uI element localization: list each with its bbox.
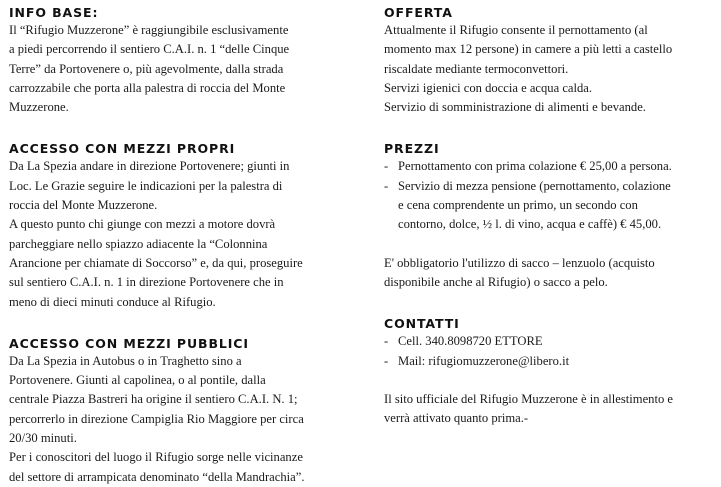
mezzi-pubblici-line: Da La Spezia in Autobus o in Traghetto sino a (9, 353, 242, 368)
right-column (384, 0, 716, 428)
price-item-text: Servizio di mezza pensione (pernottamento, colazione (398, 178, 671, 193)
bullet-dash: - (384, 353, 389, 368)
left-column (9, 0, 369, 487)
mezzi-pubblici-section (9, 331, 369, 487)
bullet-dash: - (384, 178, 389, 193)
mezzi-pubblici-line: centrale Piazza Bastreri ha origine il sentiero C.A.I. N. 1; (9, 392, 298, 407)
bullet-dash: - (384, 159, 389, 174)
offerta-line: Attualmente il Rifugio consente il pernottamento (al (384, 23, 648, 37)
offerta-line: momento max 12 persone) in camere a più letti a castello (384, 42, 673, 57)
price-item (384, 157, 716, 176)
mezzi-pubblici-heading: ACCESSO CON MEZZI PUBBLICI (9, 335, 249, 351)
info-base-line: Il “Rifugio Muzzerone” è raggiungibile esclusivamente (9, 23, 289, 37)
contatti-section (384, 311, 716, 428)
mezzi-propri-line: parcheggiare nello spiazzo adiacente la “Colonnina (9, 236, 268, 251)
mezzi-propri-line: sul sentiero C.A.I. n. 1 in direzione Portovenere che in (9, 275, 284, 290)
prezzi-note-line: E' obbligatorio l'utilizzo di sacco – lenzuolo (acquisto (384, 255, 655, 270)
info-base-line: carrozzabile che porta alla palestra di roccia del Monte (9, 80, 286, 95)
section-spacer (9, 117, 369, 136)
mezzi-pubblici-line: percorrerlo in direzione Campiglia Rio Maggiore per circa (9, 411, 304, 426)
prezzi-note-line: disponibile anche al Rifugio) o sacco a pelo. (384, 274, 608, 289)
price-item-text: Pernottamento con prima colazione € 25,00 a persona. (398, 159, 672, 174)
contatti-closing-line: Il sito ufficiale del Rifugio Muzzerone è in allestimento e (384, 391, 673, 406)
info-base-line: a piedi percorrendo il sentiero C.A.I. n. 1 “delle Cinque (9, 42, 290, 57)
mezzi-propri-line: Arancione per chiamate di Soccorso” e, da qui, proseguire (9, 255, 303, 270)
paragraph-spacer (384, 371, 716, 390)
offerta-line: Servizio di somministrazione di alimenti e bevande. (384, 100, 646, 115)
offerta-heading: OFFERTA (384, 5, 453, 20)
contatti-heading: CONTATTI (384, 316, 460, 332)
contact-item-phone (384, 332, 716, 351)
mezzi-propri-line: meno di dieci minuti conduce al Rifugio. (9, 294, 216, 309)
info-base-heading: INFO BASE: (9, 5, 99, 20)
offerta-line: riscaldate mediante termoconvettori. (384, 61, 569, 76)
mezzi-propri-heading: ACCESSO CON MEZZI PROPRI (9, 141, 236, 157)
offerta-line: Servizi igienici con doccia e acqua calda. (384, 80, 593, 95)
price-item-continuation: e cena comprendente un primo, un secondo con (398, 198, 638, 213)
price-item-continuation: contorno, dolce, ½ l. di vino, acqua e caffè) € 45,00. (398, 217, 662, 232)
contact-mail-text: Mail: rifugiomuzzerone@libero.it (398, 353, 570, 368)
mezzi-propri-line: roccia del Monte Muzzerone. (9, 198, 158, 213)
mezzi-pubblici-line: Per i conoscitori del luogo il Rifugio sorge nelle vicinanze (9, 450, 303, 465)
section-spacer (384, 117, 716, 136)
mezzi-pubblici-line: del settore di arrampicata denominato “della Mandrachia”. (9, 469, 305, 484)
mezzi-pubblici-line: Portovenere. Giunti al capolinea, o al pontile, dalla (9, 373, 266, 388)
mezzi-propri-line: Loc. Le Grazie seguire le indicazioni per la palestra di (9, 178, 283, 193)
section-spacer (384, 292, 716, 311)
price-item (384, 177, 716, 196)
mezzi-pubblici-line: 20/30 minuti. (9, 431, 77, 446)
contact-item-mail (384, 352, 716, 371)
bullet-dash: - (384, 334, 389, 349)
prezzi-section (384, 136, 716, 292)
mezzi-propri-section (9, 136, 369, 311)
info-base-line: Terre” da Portovenere o, più agevolmente, dalla strada (9, 61, 284, 76)
info-base-line: Muzzerone. (9, 100, 69, 115)
contact-phone-text: Cell. 340.8098720 ETTORE (398, 334, 543, 349)
info-base-section (9, 0, 369, 117)
prezzi-heading: PREZZI (384, 141, 440, 157)
offerta-section (384, 0, 716, 117)
contatti-closing-line: verrà attivato quanto prima.- (384, 411, 529, 426)
mezzi-propri-line: Da La Spezia andare in direzione Portovenere; giunti in (9, 159, 290, 174)
section-spacer (9, 312, 369, 331)
mezzi-propri-line: A questo punto chi giunge con mezzi a motore dovrà (9, 217, 276, 232)
paragraph-spacer (384, 235, 716, 254)
